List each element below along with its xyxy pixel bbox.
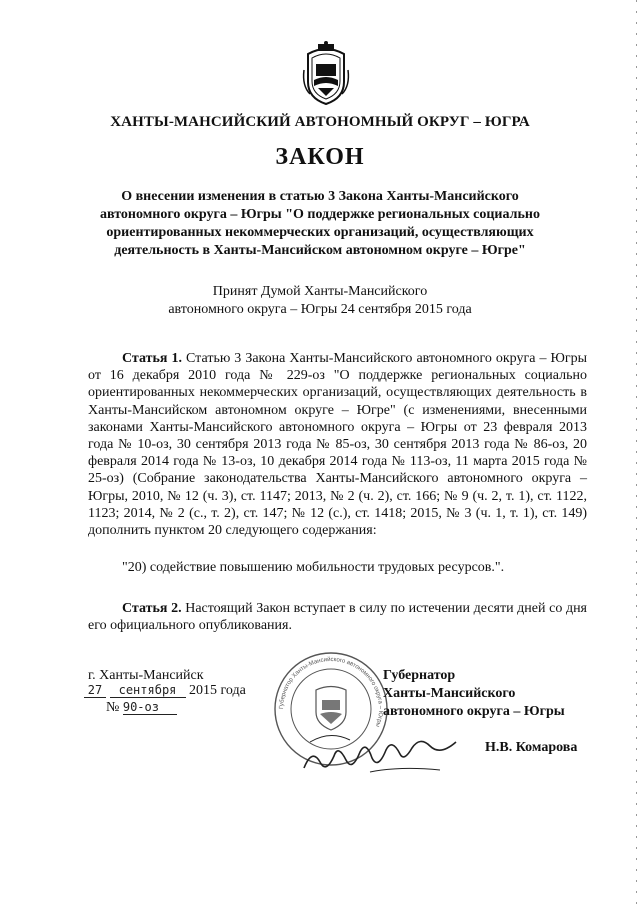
governor-title-line: автономного округа – Югры xyxy=(383,704,565,719)
subject-line: автономного округа – Югры "О поддержке региональных социально xyxy=(100,207,540,222)
number-prefix: № xyxy=(106,700,120,715)
date-month: сентября xyxy=(110,683,186,698)
scan-edge-mark xyxy=(635,0,638,905)
number-value: 90-оз xyxy=(123,700,177,715)
document-type: ЗАКОН xyxy=(275,144,365,170)
date-year: 2015 года xyxy=(189,683,246,698)
article-1-text: Статью 3 Закона Ханты-Мансийского автономного округа – Югры от 16 декабря 2010 года № 229-оз "О поддержке региональных социально ориентированных некоммерческих организаций, осуществляющих деятельность в Ханты-Мансийском автономном округе – Югре" (с изменениями, внесенными законами Ханты-Мансийского автономного округа – Югры от 23 февраля 2013 года № 10-оз, 30 сентября 2013 года № 85-оз, 30 сентября 2013 года № 86-оз, 20 февраля 2014 года № 13-оз, 10 декабря 2014 года № 113-оз, 11 марта 2015 года № 25-оз) (Собрание законодательства Ханты-Мансийского автономного округа – Югры, 2010, № 12 (ч. 3), ст. 1147; 2013, № 2 (ч. 2), ст. 166; № 9 (ч. 2, т. 1), ст. 1122, 1123; 2014, № 2 (с., т. 2), ст. 147; № 12 (с.), ст. 1418; 2015, № 3 (ч. 1, т. 1), ст. 149) дополнить пунктом 20 следующего содержания: xyxy=(88,351,588,539)
signing-place: г. Ханты-Мансийск xyxy=(88,668,204,683)
subject-line: ориентированных некоммерческих организаций, осуществляющих xyxy=(106,225,534,240)
article-1-quote: "20) содействие повышению мобильности трудовых ресурсов.". xyxy=(122,560,505,575)
coat-of-arms-emblem xyxy=(300,40,352,106)
adoption-line: автономного округа – Югры 24 сентября 2015 года xyxy=(168,302,472,317)
law-subject xyxy=(100,188,540,260)
article-2 xyxy=(88,600,587,634)
article-2-text: Настоящий Закон вступает в силу по истечении десяти дней со дня его официального опубликования. xyxy=(88,601,587,634)
region-name: ХАНТЫ-МАНСИЙСКИЙ АВТОНОМНЫЙ ОКРУГ – ЮГРА xyxy=(110,114,530,130)
governor-title xyxy=(383,667,565,721)
subject-line: О внесении изменения в статью 3 Закона Ханты-Мансийского xyxy=(121,189,519,204)
adoption-line: Принят Думой Ханты-Мансийского xyxy=(212,284,428,299)
governor-name: Н.В. Комарова xyxy=(485,740,578,755)
article-2-label: Статья 2. xyxy=(122,601,182,616)
seal-text: Губернатор Ханты-Мансийского автономного округа – Югры xyxy=(278,656,384,728)
adoption-note xyxy=(100,283,540,319)
signing-date xyxy=(84,683,246,699)
governor-title-line: Ханты-Мансийского xyxy=(383,686,516,701)
article-1 xyxy=(88,350,587,539)
article-1-label: Статья 1. xyxy=(122,351,182,366)
date-day: 27 xyxy=(84,683,106,698)
governor-title-line: Губернатор xyxy=(383,668,456,683)
handwritten-signature xyxy=(300,722,460,778)
law-number xyxy=(106,700,177,716)
subject-line: деятельность в Ханты-Мансийском автономном округе – Югре" xyxy=(114,243,526,258)
